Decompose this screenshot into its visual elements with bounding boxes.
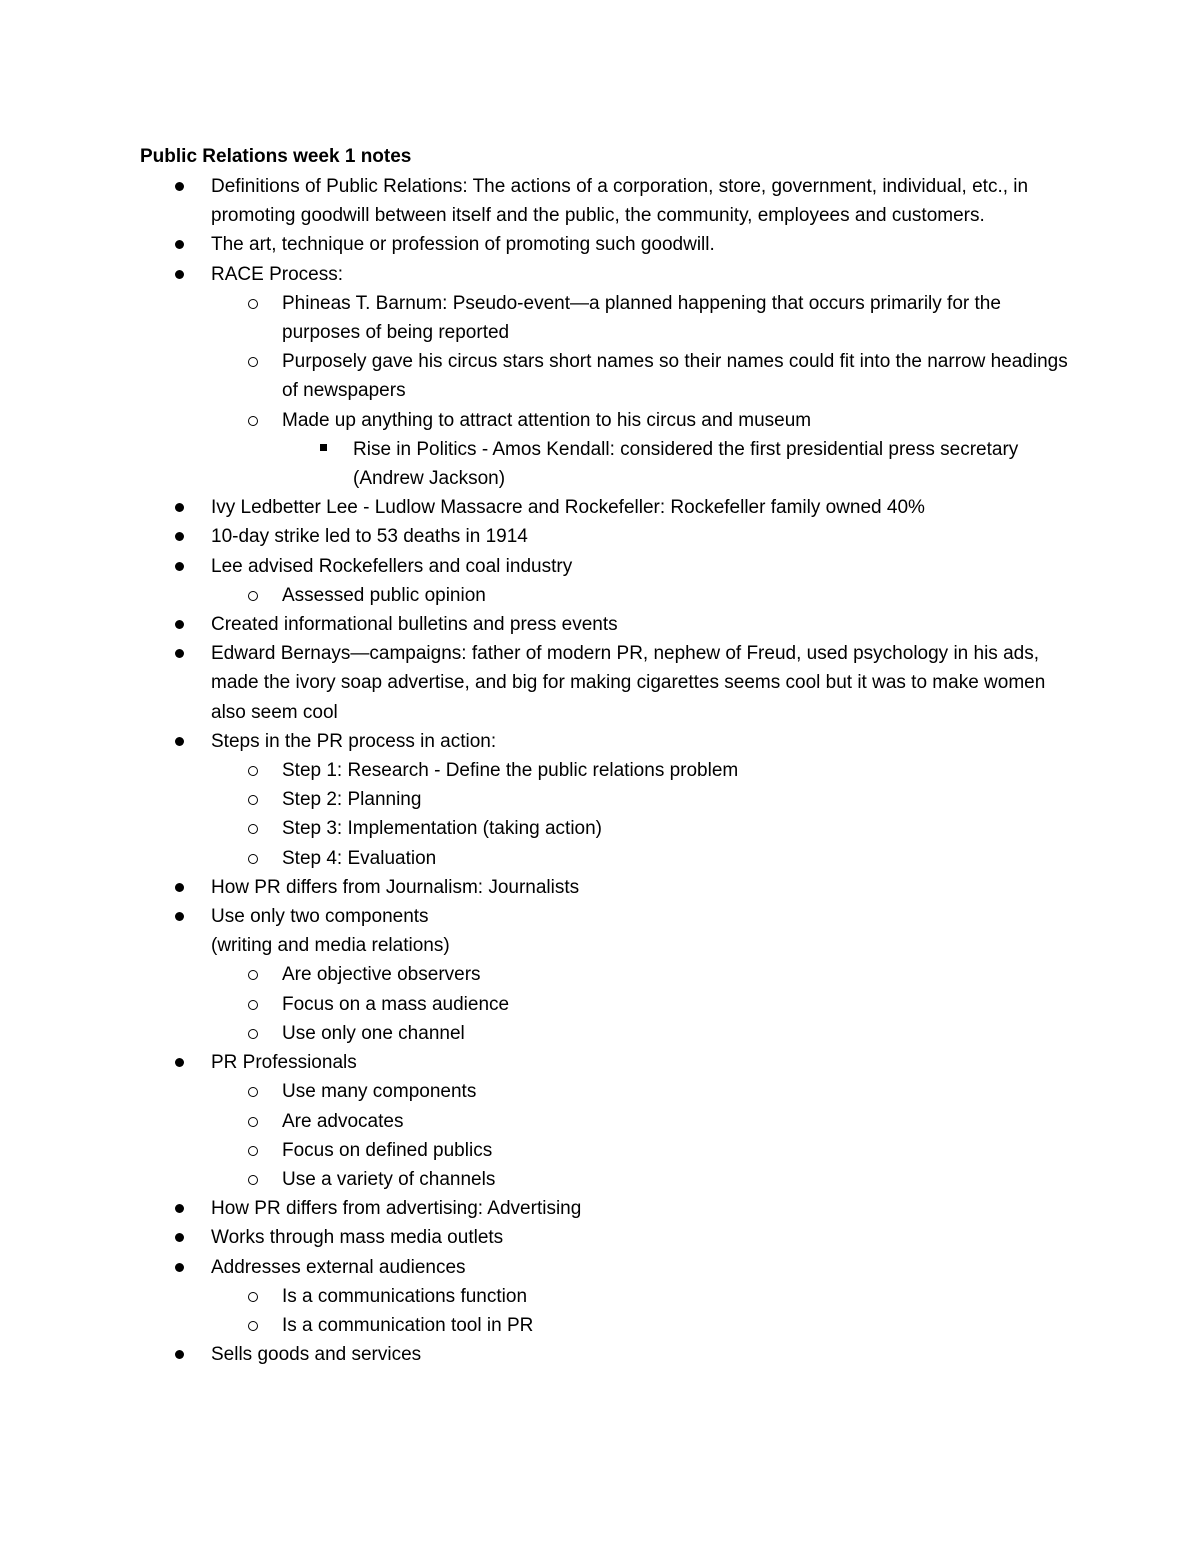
list-item-level-2 — [0, 960, 1072, 989]
list-item-level-1 — [0, 493, 1071, 522]
list-item-text: Definitions of Public Relations: The actions of a corporation, store, government, individual, etc., in promoting goodwill between itself and the public, the community, employees and customers. — [211, 176, 1029, 227]
list-item-level-2 — [0, 1019, 1072, 1048]
list-item-level-2 — [0, 1107, 1072, 1136]
list-item-level-2 — [0, 814, 1072, 843]
list-item-level-1 — [0, 1048, 1071, 1077]
list-item-level-1 — [0, 1194, 1071, 1223]
list-item-text: Focus on defined publics — [282, 1139, 493, 1161]
list-item-level-2 — [0, 844, 1072, 873]
list-item-level-2 — [0, 756, 1072, 785]
list-item-level-2 — [0, 406, 1072, 435]
list-item-text-continued: (writing and media relations) — [211, 935, 450, 957]
list-item-text: Steps in the PR process in action: — [211, 730, 497, 752]
list-item-level-2 — [0, 347, 1072, 405]
list-item-text: Assessed public opinion — [282, 584, 486, 606]
list-item-text: Edward Bernays—campaigns: father of modern PR, nephew of Freud, used psychology in his ads, made the ivory soap advertise, and big for making cigarettes seems cool but it was to make women also seem cool — [211, 643, 1046, 723]
list-item-text: 10-day strike led to 53 deaths in 1914 — [211, 526, 528, 548]
list-item-text: Is a communication tool in PR — [282, 1314, 534, 1336]
list-item-level-1 — [0, 522, 1071, 551]
list-item-text: RACE Process: — [211, 263, 343, 285]
list-item-level-1 — [0, 1340, 1071, 1369]
list-item-level-1 — [0, 552, 1071, 581]
list-item-text: Lee advised Rockefellers and coal industry — [211, 555, 573, 577]
list-item-level-2 — [0, 581, 1072, 610]
notes-list — [0, 172, 1200, 1369]
list-item-text: Purposely gave his circus stars short names so their names could fit into the narrow headings of newspapers — [282, 351, 1068, 402]
page-title: Public Relations week 1 notes — [140, 146, 412, 167]
list-item-level-3 — [0, 435, 1053, 493]
list-item-level-1 — [0, 260, 1071, 289]
list-item-text: Are objective observers — [282, 964, 481, 986]
list-item-text: Addresses external audiences — [211, 1256, 466, 1278]
list-item-text: Step 4: Evaluation — [282, 847, 437, 869]
list-item-text: Made up anything to attract attention to his circus and museum — [282, 409, 812, 431]
list-item-text: Step 3: Implementation (taking action) — [282, 818, 603, 840]
list-item-level-2 — [0, 1165, 1072, 1194]
list-item-level-1 — [0, 172, 1071, 230]
list-item-level-1 — [0, 610, 1071, 639]
list-item-text: The art, technique or profession of promoting such goodwill. — [211, 234, 715, 256]
list-item-text: Ivy Ledbetter Lee - Ludlow Massacre and Rockefeller: Rockefeller family owned 40% — [211, 497, 925, 519]
list-item-text: Rise in Politics - Amos Kendall: considered the first presidential press secretary (Andrew Jackson) — [353, 438, 1019, 490]
list-item-level-1 — [0, 727, 1071, 756]
list-item-text: How PR differs from advertising: Advertising — [211, 1198, 582, 1220]
list-item-level-2 — [0, 785, 1072, 814]
list-item-text: PR Professionals — [211, 1052, 357, 1074]
list-item-level-1 — [0, 1253, 1071, 1282]
list-item-level-2 — [0, 1282, 1072, 1311]
list-item-level-2 — [0, 1077, 1072, 1106]
list-item-text: Step 2: Planning — [282, 789, 422, 811]
list-item-text: Step 1: Research - Define the public relations problem — [282, 760, 739, 782]
list-item-level-1 — [0, 873, 1071, 902]
list-item-text: Sells goods and services — [211, 1344, 422, 1366]
list-item-text: Is a communications function — [282, 1285, 528, 1307]
list-item-level-1 — [0, 230, 1071, 259]
list-item-level-2 — [0, 1311, 1072, 1340]
list-item-text: Use only two components — [211, 906, 429, 928]
list-item-level-2 — [0, 289, 1072, 347]
list-item-text: Focus on a mass audience — [282, 993, 510, 1015]
list-item-level-1 — [0, 1223, 1071, 1252]
list-item-text: Created informational bulletins and press events — [211, 614, 618, 636]
list-item-level-2 — [0, 1136, 1072, 1165]
list-item-text: Use many components — [282, 1081, 477, 1103]
list-item-text: Use only one channel — [282, 1022, 465, 1044]
list-item-text: Use a variety of channels — [282, 1168, 496, 1190]
list-item-text: Phineas T. Barnum: Pseudo-event—a planned happening that occurs primarily for the purposes of being reported — [282, 292, 1001, 344]
list-item-text: Works through mass media outlets — [211, 1227, 504, 1249]
list-item-level-1 — [0, 902, 1071, 960]
list-item-level-2 — [0, 990, 1072, 1019]
list-item-text: How PR differs from Journalism: Journalists — [211, 876, 580, 898]
list-item-level-1 — [0, 639, 1071, 727]
list-item-text: Are advocates — [282, 1110, 404, 1132]
